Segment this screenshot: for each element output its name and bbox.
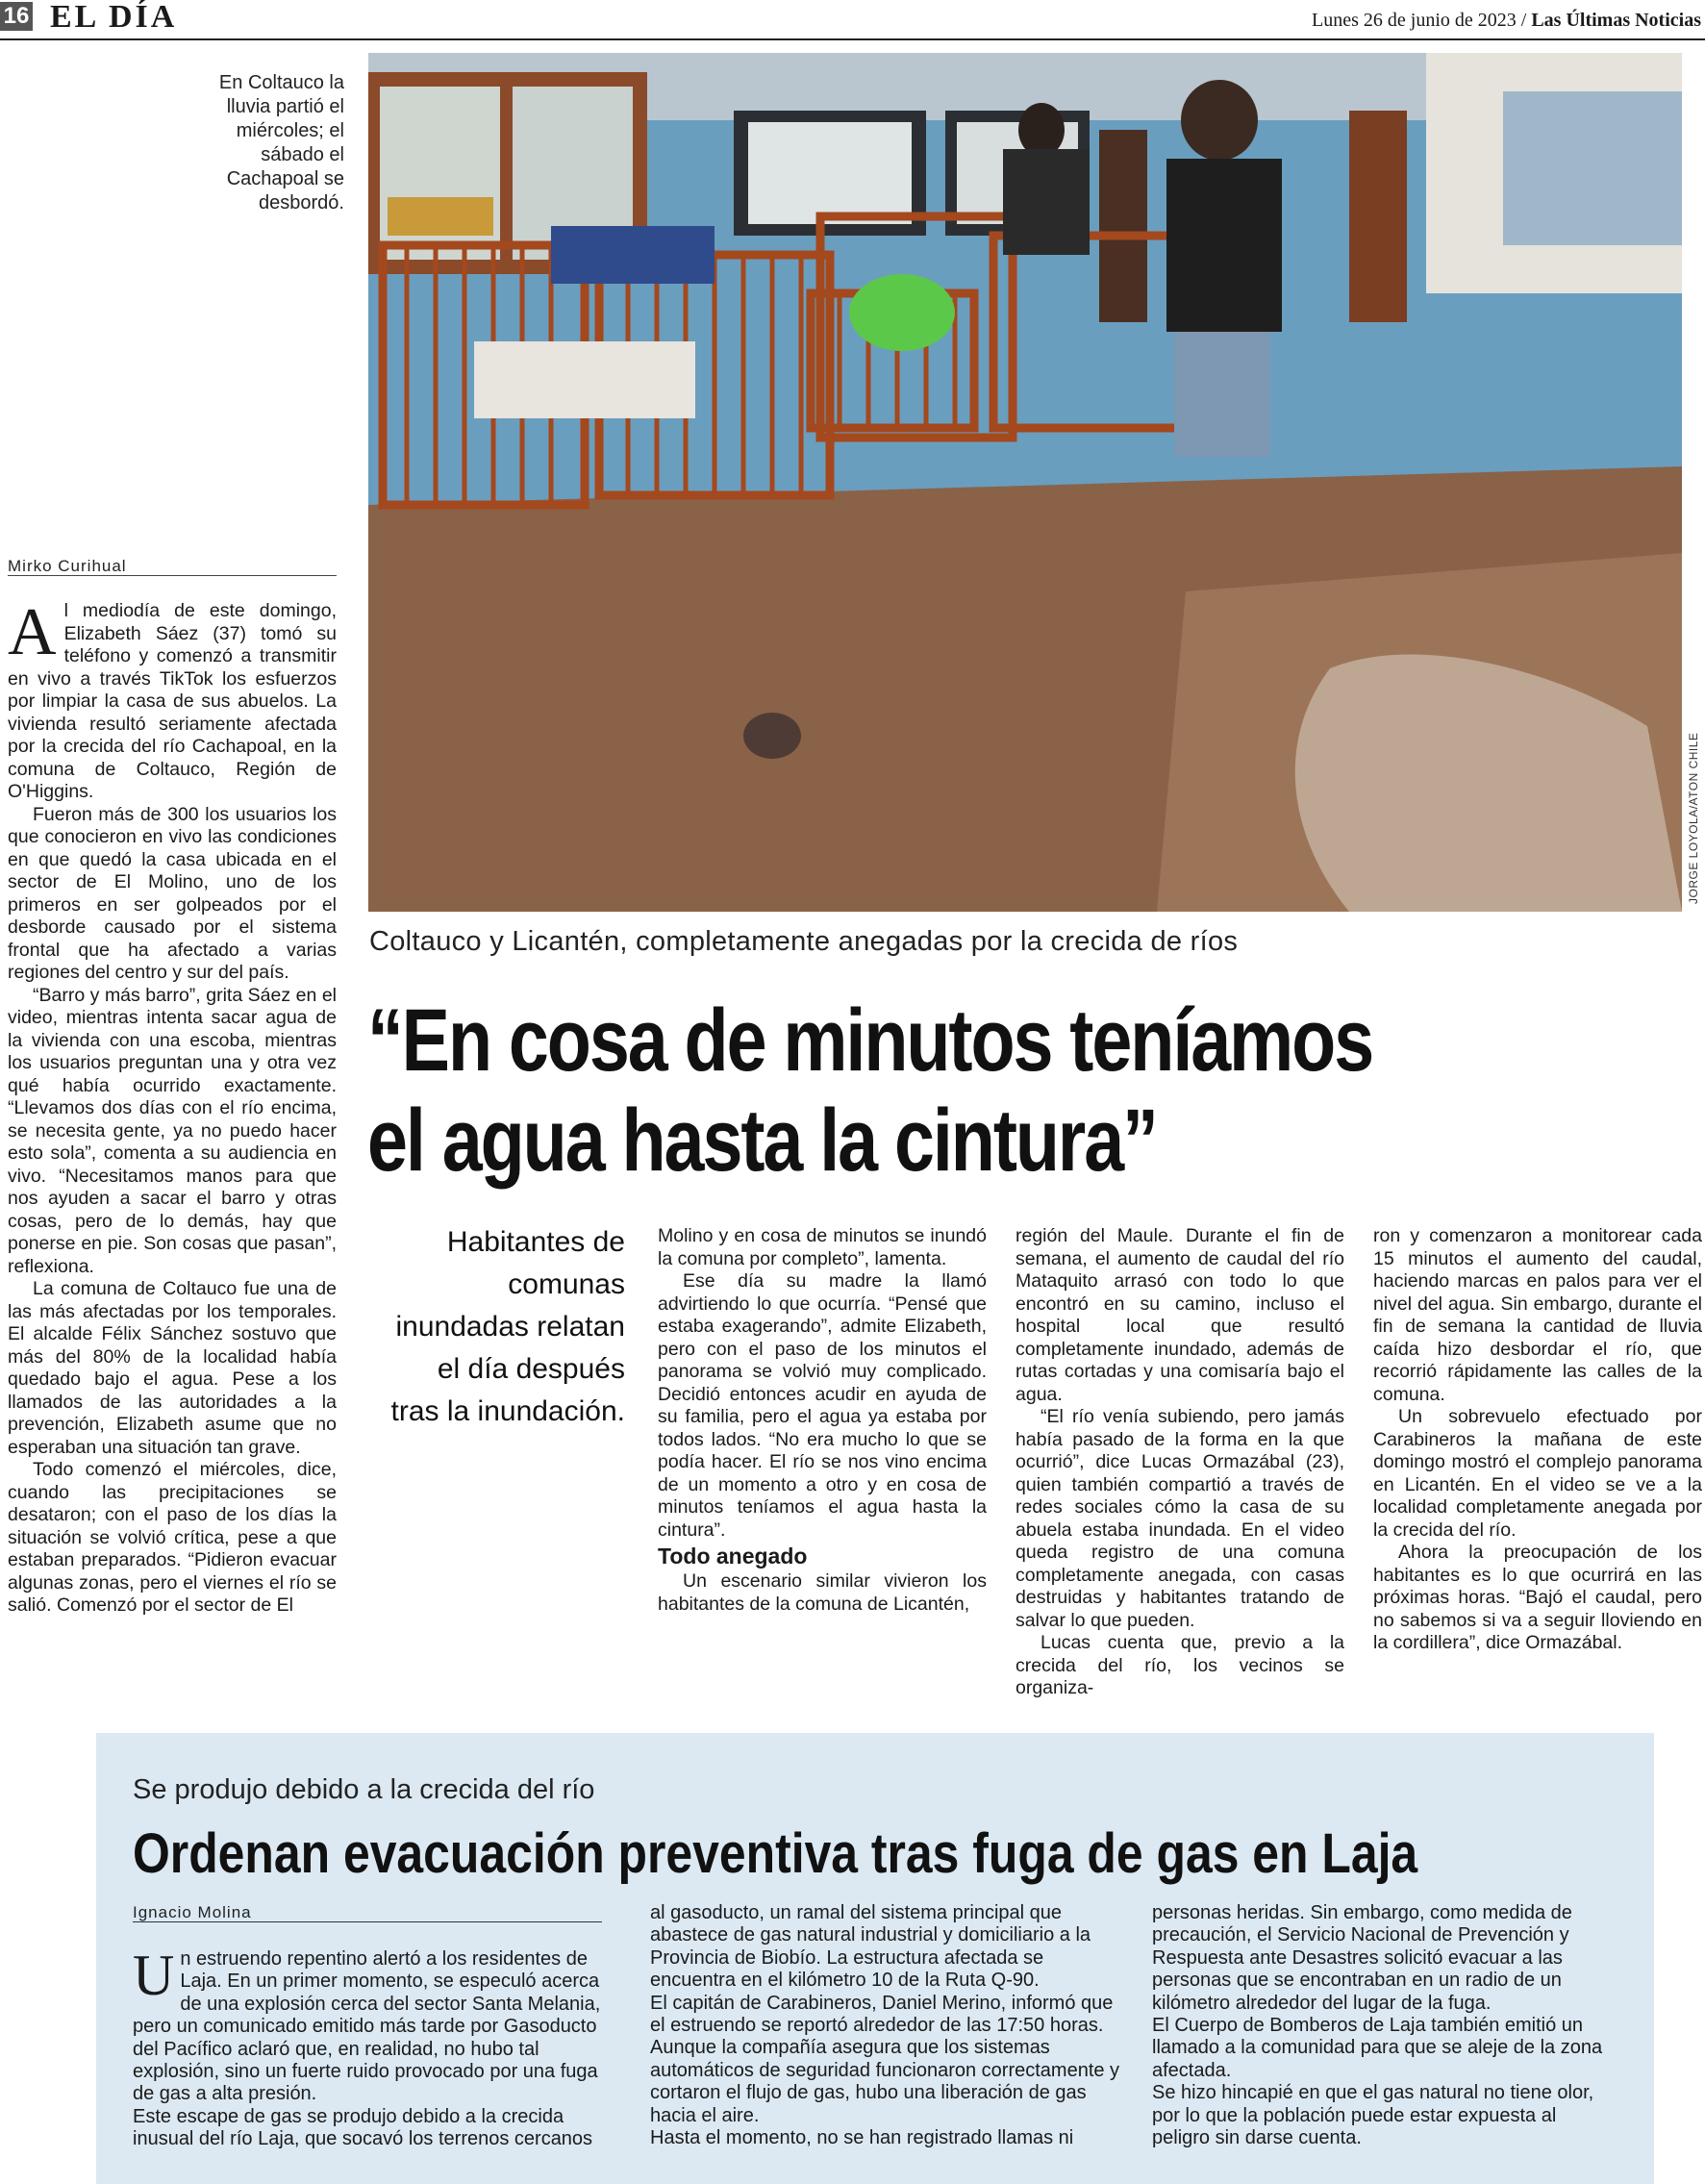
paragraph: Molino y en cosa de minutos se inundó la comuna por completo”, lamenta. (658, 1225, 987, 1269)
box-column-1 (133, 1944, 612, 2151)
article-subtitle: Todo anegado (658, 1544, 808, 1569)
article-headline (367, 991, 1456, 1191)
box-column-3 (1152, 1902, 1614, 2149)
paragraph: l mediodía de este domingo, Elizabeth Sáez (37) tomó su teléfono y comenzó a transmitir en vivo a través TikTok los esfuerzos por limpiar la casa de sus abuelos. La vivienda resultó seriamente afectada por la crecida del río Cachapoal, en la comuna de Coltauco, Región de O'Higgins. (8, 600, 337, 802)
box-headline: Ordenan evacuación preventiva tras fuga de gas en Laja (133, 1822, 1418, 1885)
drop-cap: A (8, 595, 57, 669)
date-text: Lunes 26 de junio de 2023 / (1312, 10, 1532, 31)
section-title: EL DÍA (50, 0, 178, 35)
box-drop-cap: U (133, 1944, 175, 2007)
flood-photo (368, 53, 1682, 912)
paragraph: Lucas cuenta que, previo a la crecida del río, los vecinos se organiza- (1015, 1632, 1344, 1698)
headline-line-1: “En cosa de minutos teníamos (367, 992, 1373, 1090)
photo-credit-text: JORGE LOYOLA/ATON CHILE (1687, 732, 1700, 904)
paragraph: Un sobrevuelo efectuado por Carabineros la mañana de este domingo mostró el complejo panorama en Licantén. En el video se ve a la localidad completamente anegada por la crecida del río. (1373, 1406, 1702, 1541)
paragraph: región del Maule. Durante el fin de semana, el aumento de caudal del río Mataquito arrasó con todo lo que encontró en su camino, incluso el hospital local que resultó completamente inundado, además de rutas cortadas y una comisaría bajo el agua. (1015, 1225, 1344, 1405)
article-column-3 (1015, 1225, 1344, 1700)
paragraph: Hasta el momento, no se han registrado llamas ni (650, 2127, 1074, 2149)
article-subhead: Habitantes de comunas inundadas relatan el día después tras la inundación. (390, 1226, 625, 1427)
paragraph: La comuna de Coltauco fue una de las más afectadas por los temporales. El alcalde Félix Sánchez sostuvo que más del 80% de la localidad había quedado bajo el agua. Pese a los llamados de las autoridades a la prevención, Elizabeth asume que no esperaban una situación tan grave. (8, 1278, 337, 1458)
publication-name: Las Últimas Noticias (1531, 10, 1701, 31)
paragraph: Un escenario similar vivieron los habitantes de la comuna de Licantén, (658, 1570, 987, 1615)
photo-caption: En Coltauco la lluvia partió el miércoles; el sábado el Cachapoal se desbordó. (218, 72, 344, 213)
paragraph: Ese día su madre la llamó advirtiendo lo que ocurría. “Pensé que estaba exagerando”, admite Elizabeth, pero con el paso de los minutos el panorama se volvió muy complicado. Decidió entonces acudir en ayuda de su familia, pero el agua ya estaba por todos lados. “No era mucho lo que se podía hacer. El río se nos vino encima de un momento a otro y en cosa de minutos teníamos el agua hasta la cintura”. (658, 1270, 987, 1541)
paragraph: Todo comenzó el miércoles, dice, cuando las precipitaciones se desataron; con el paso de los días la situación se volvió crítica, pese a que estaban preparados. “Pidieron evacuar algunas zonas, pero el viernes el río se salió. Comenzó por el sector de El (8, 1459, 337, 1616)
header-rule (0, 38, 1705, 40)
page-number: 16 (0, 2, 33, 31)
paragraph: ron y comenzaron a monitorear cada 15 minutos el aumento del caudal, haciendo marcas en palos para ver el nivel del agua. Sin embargo, durante el fin de semana la cantidad de lluvia caída hizo desbordar el río, que recorrió rápidamente las calles de la comuna. (1373, 1225, 1702, 1405)
paragraph: “El río venía subiendo, pero jamás había pasado de la forma en la que ocurrió”, dice Lucas Ormazábal (23), quien también compartió a través de redes sociales cómo la casa de su abuela estaba inundada. En el video queda registro de una comuna completamente anegada, con casas destruidas y habitantes tratando de salvar lo que pueden. (1015, 1406, 1344, 1631)
article-column-4 (1373, 1225, 1702, 1655)
paragraph: al gasoducto, un ramal del sistema principal que abastece de gas natural industrial y domiciliario a la Provincia de Biobío. La estructura afectada se encuentra en el kilómetro 10 de la Ruta Q-90. (650, 1902, 1091, 1992)
paragraph: El Cuerpo de Bomberos de Laja también emitió un llamado a la comunidad para que se aleje de la zona afectada. (1152, 2015, 1603, 2081)
paragraph: Este escape de gas se produjo debido a la crecida inusual del río Laja, que socavó los terrenos cercanos (133, 2105, 593, 2150)
dateline (1312, 8, 1701, 33)
article-kicker: Coltauco y Licantén, completamente anegadas por la crecida de ríos (369, 926, 1239, 957)
headline-line-2: el agua hasta la cintura” (367, 1092, 1157, 1190)
article-column-1 (8, 595, 337, 1618)
paragraph: n estruendo repentino alertó a los residentes de Laja. En un primer momento, se especuló acerca de una explosión cerca del sector Santa Melania, pero un comunicado emitido más tarde por Gasoducto del Pacífico aclaró que, en realidad, no hubo tal explosión, sino un fuerte ruido provocado por una fuga de gas a alta presión. (133, 1948, 601, 2105)
article-byline: Mirko Curihual (8, 557, 127, 575)
byline-rule (8, 575, 337, 576)
flood-photo-illustration (368, 53, 1682, 912)
photo-credit (1683, 732, 1704, 914)
paragraph: personas heridas. Sin embargo, como medida de precaución, el Servicio Nacional de Prevención y Respuesta ante Desastres solicitó evacuar a las personas que se encontraban en un radio de un kilómetro alrededor del lugar de la fuga. (1152, 1902, 1572, 2014)
paragraph: El capitán de Carabineros, Daniel Merino, informó que el estruendo se reportó alrededor de las 17:50 horas. Aunque la compañía asegura que los sistemas automáticos de seguridad funcionaron correctamente y cortaron el flujo de gas, hubo una liberación de gas hacia el aire. (650, 1992, 1120, 2126)
box-byline-rule (133, 1921, 602, 1922)
paragraph: Fueron más de 300 los usuarios los que conocieron en vivo las condiciones en que quedó la casa ubicada en el sector de El Molino, uno de los primeros en ser golpeados por el desborde causado por el sistema frontal que ha afectado a varias regiones del centro y sur del país. (8, 803, 337, 983)
paragraph: Ahora la preocupación de los habitantes es lo que ocurrirá en las próximas horas. “Bajó el caudal, pero no sabemos si va a seguir lloviendo en la cordillera”, dice Ormazábal. (1373, 1542, 1702, 1653)
box-kicker: Se produjo debido a la crecida del río (133, 1774, 595, 1805)
paragraph: Se hizo hincapié en que el gas natural no tiene olor, por lo que la población puede estar expuesta al peligro sin darse cuenta. (1152, 2082, 1594, 2149)
box-byline: Ignacio Molina (133, 1903, 252, 1921)
paragraph: “Barro y más barro”, grita Sáez en el video, mientras intenta sacar agua de la vivienda con una escoba, mientras los usuarios preguntan una y otra vez qué había ocurrido exactamente. “Llevamos dos días con el río encima, se necesita gente, ya no puedo hacer esto sola”, comenta a su audiencia en vivo. “Necesitamos manos para que nos ayuden a sacar el barro y otras cosas, pero de lo demás, hay que ponerse en pie. Son cosas que pasan”, reflexiona. (8, 984, 337, 1277)
article-column-2 (658, 1225, 987, 1616)
box-column-2 (650, 1902, 1129, 2149)
